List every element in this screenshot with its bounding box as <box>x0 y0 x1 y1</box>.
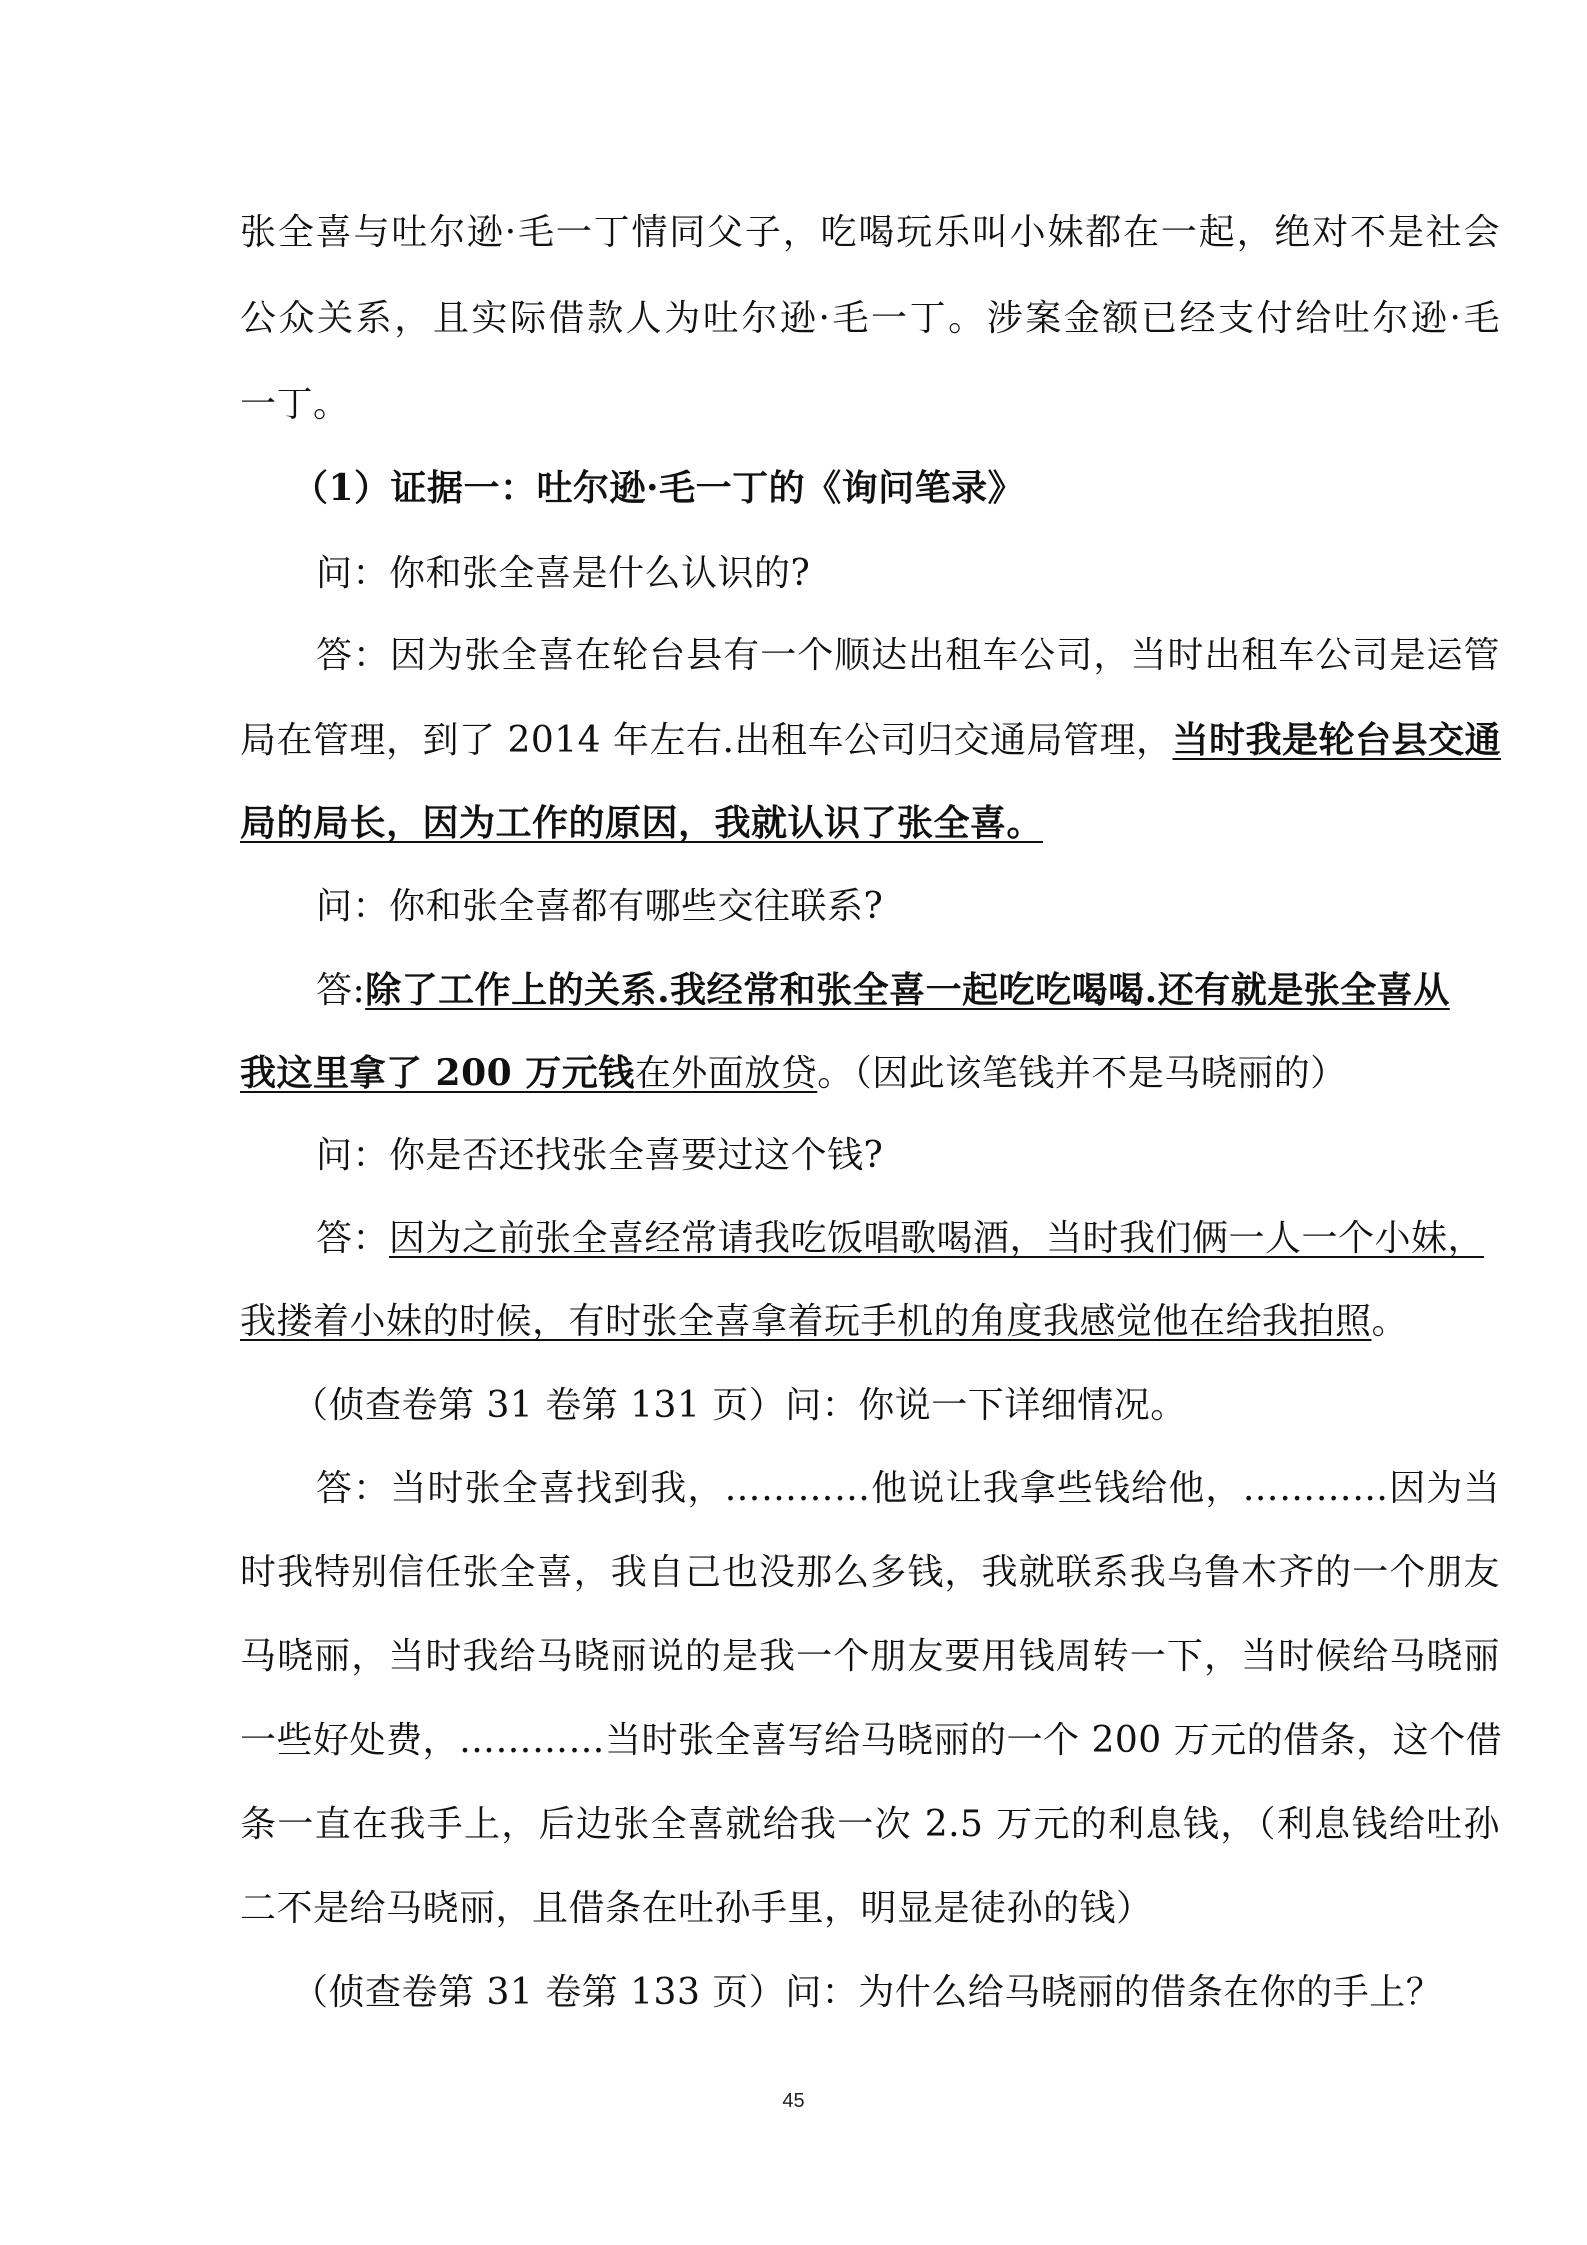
underlined-text: 我搂着小妹的时候，有时张全喜拿着玩手机的角度我感觉他在给我拍照 <box>240 1301 1372 1342</box>
question-line-4 <box>292 1376 1500 1436</box>
underlined-text-light: 在外面放贷 <box>634 1053 818 1094</box>
text-line-1 <box>240 203 1500 263</box>
line-text: 一丁。 <box>240 384 350 425</box>
question-text: （侦查卷第 31 卷第 131 页）问：你说一下详细情况。 <box>292 1385 1187 1426</box>
heading-text: （1）证据一：吐尔逊·毛一丁的《询问笔录》 <box>292 467 1025 509</box>
answer-text: 答：当时张全喜找到我，…………他说让我拿些钱给他，…………因为当 <box>316 1468 1500 1509</box>
underlined-text: 除了工作上的关系.我经常和张全喜一起吃吃喝喝.还有就是张全喜从 <box>365 969 1450 1011</box>
line-text: 马晓丽，当时我给马晓丽说的是我一个朋友要用钱周转一下，当时候给马晓丽 <box>240 1636 1500 1677</box>
line-text: 公众关系，且实际借款人为吐尔逊·毛一丁。涉案金额已经支付给吐尔逊·毛 <box>240 298 1500 339</box>
answer-line-3 <box>316 1209 1500 1269</box>
section-heading-evidence-1 <box>292 458 1500 518</box>
line-text: 。（因此该笔钱并不是马晓丽的） <box>817 1053 1347 1094</box>
answer-line-4 <box>316 1459 1500 1519</box>
text-line-8 <box>240 793 1500 853</box>
answer-prefix: 答: <box>316 970 366 1011</box>
underlined-text: 局的局长，因为工作的原因，我就认识了张全喜。 <box>240 802 1044 844</box>
line-text: 。 <box>1371 1301 1409 1342</box>
answer-text: 答：因为张全喜在轮台县有一个顺达出租车公司，当时出租车公司是运管 <box>316 635 1500 676</box>
text-line-20 <box>240 1795 1500 1855</box>
text-line-7 <box>240 710 1500 770</box>
page-number: 45 <box>782 2090 805 2112</box>
answer-line-2 <box>316 960 1500 1020</box>
line-text: 局在管理，到了 2014 年左右.出租车公司归交通局管理， <box>240 720 1173 761</box>
line-text: 二不是给马晓丽，且借条在吐孙手里，明显是徒孙的钱） <box>240 1888 1153 1929</box>
question-line-3 <box>316 1126 1500 1186</box>
answer-prefix: 答： <box>316 1218 390 1259</box>
answer-line-1 <box>316 626 1500 686</box>
underlined-text: 我这里拿了 200 万元钱 <box>240 1052 635 1094</box>
question-line-2 <box>316 877 1500 937</box>
text-line-2 <box>240 289 1500 349</box>
text-line-17 <box>240 1543 1500 1603</box>
question-line-1 <box>316 544 1500 604</box>
question-text: 问：你和张全喜是什么认识的? <box>316 553 811 594</box>
text-line-18 <box>240 1627 1500 1687</box>
underlined-text: 当时我是轮台县交通 <box>1172 719 1501 761</box>
text-line-19 <box>240 1711 1503 1771</box>
question-text: （侦查卷第 31 卷第 133 页）问：为什么给马晓丽的借条在你的手上？ <box>292 1972 1443 2013</box>
question-line-5 <box>292 1963 1500 2023</box>
line-text: 时我特别信任张全喜，我自己也没那么多钱，我就联系我乌鲁木齐的一个朋友 <box>240 1552 1500 1593</box>
line-text: 一些好处费，…………当时张全喜写给马晓丽的一个 200 万元的借条，这个借 <box>240 1720 1503 1761</box>
question-text: 问：你是否还找张全喜要过这个钱? <box>316 1135 884 1176</box>
text-line-14 <box>240 1292 1500 1352</box>
text-line-21 <box>240 1879 1500 1939</box>
text-line-3 <box>240 375 1500 435</box>
line-text: 条一直在我手上，后边张全喜就给我一次 2.5 万元的利息钱，（利息钱给吐孙 <box>240 1804 1500 1845</box>
line-text: 张全喜与吐尔逊·毛一丁情同父子，吃喝玩乐叫小妹都在一起，绝对不是社会 <box>240 212 1500 253</box>
text-line-11 <box>240 1043 1500 1103</box>
question-text: 问：你和张全喜都有哪些交往联系? <box>316 886 884 927</box>
underlined-text: 因为之前张全喜经常请我吃饭唱歌喝酒，当时我们俩一人一个小妹， <box>389 1218 1485 1259</box>
